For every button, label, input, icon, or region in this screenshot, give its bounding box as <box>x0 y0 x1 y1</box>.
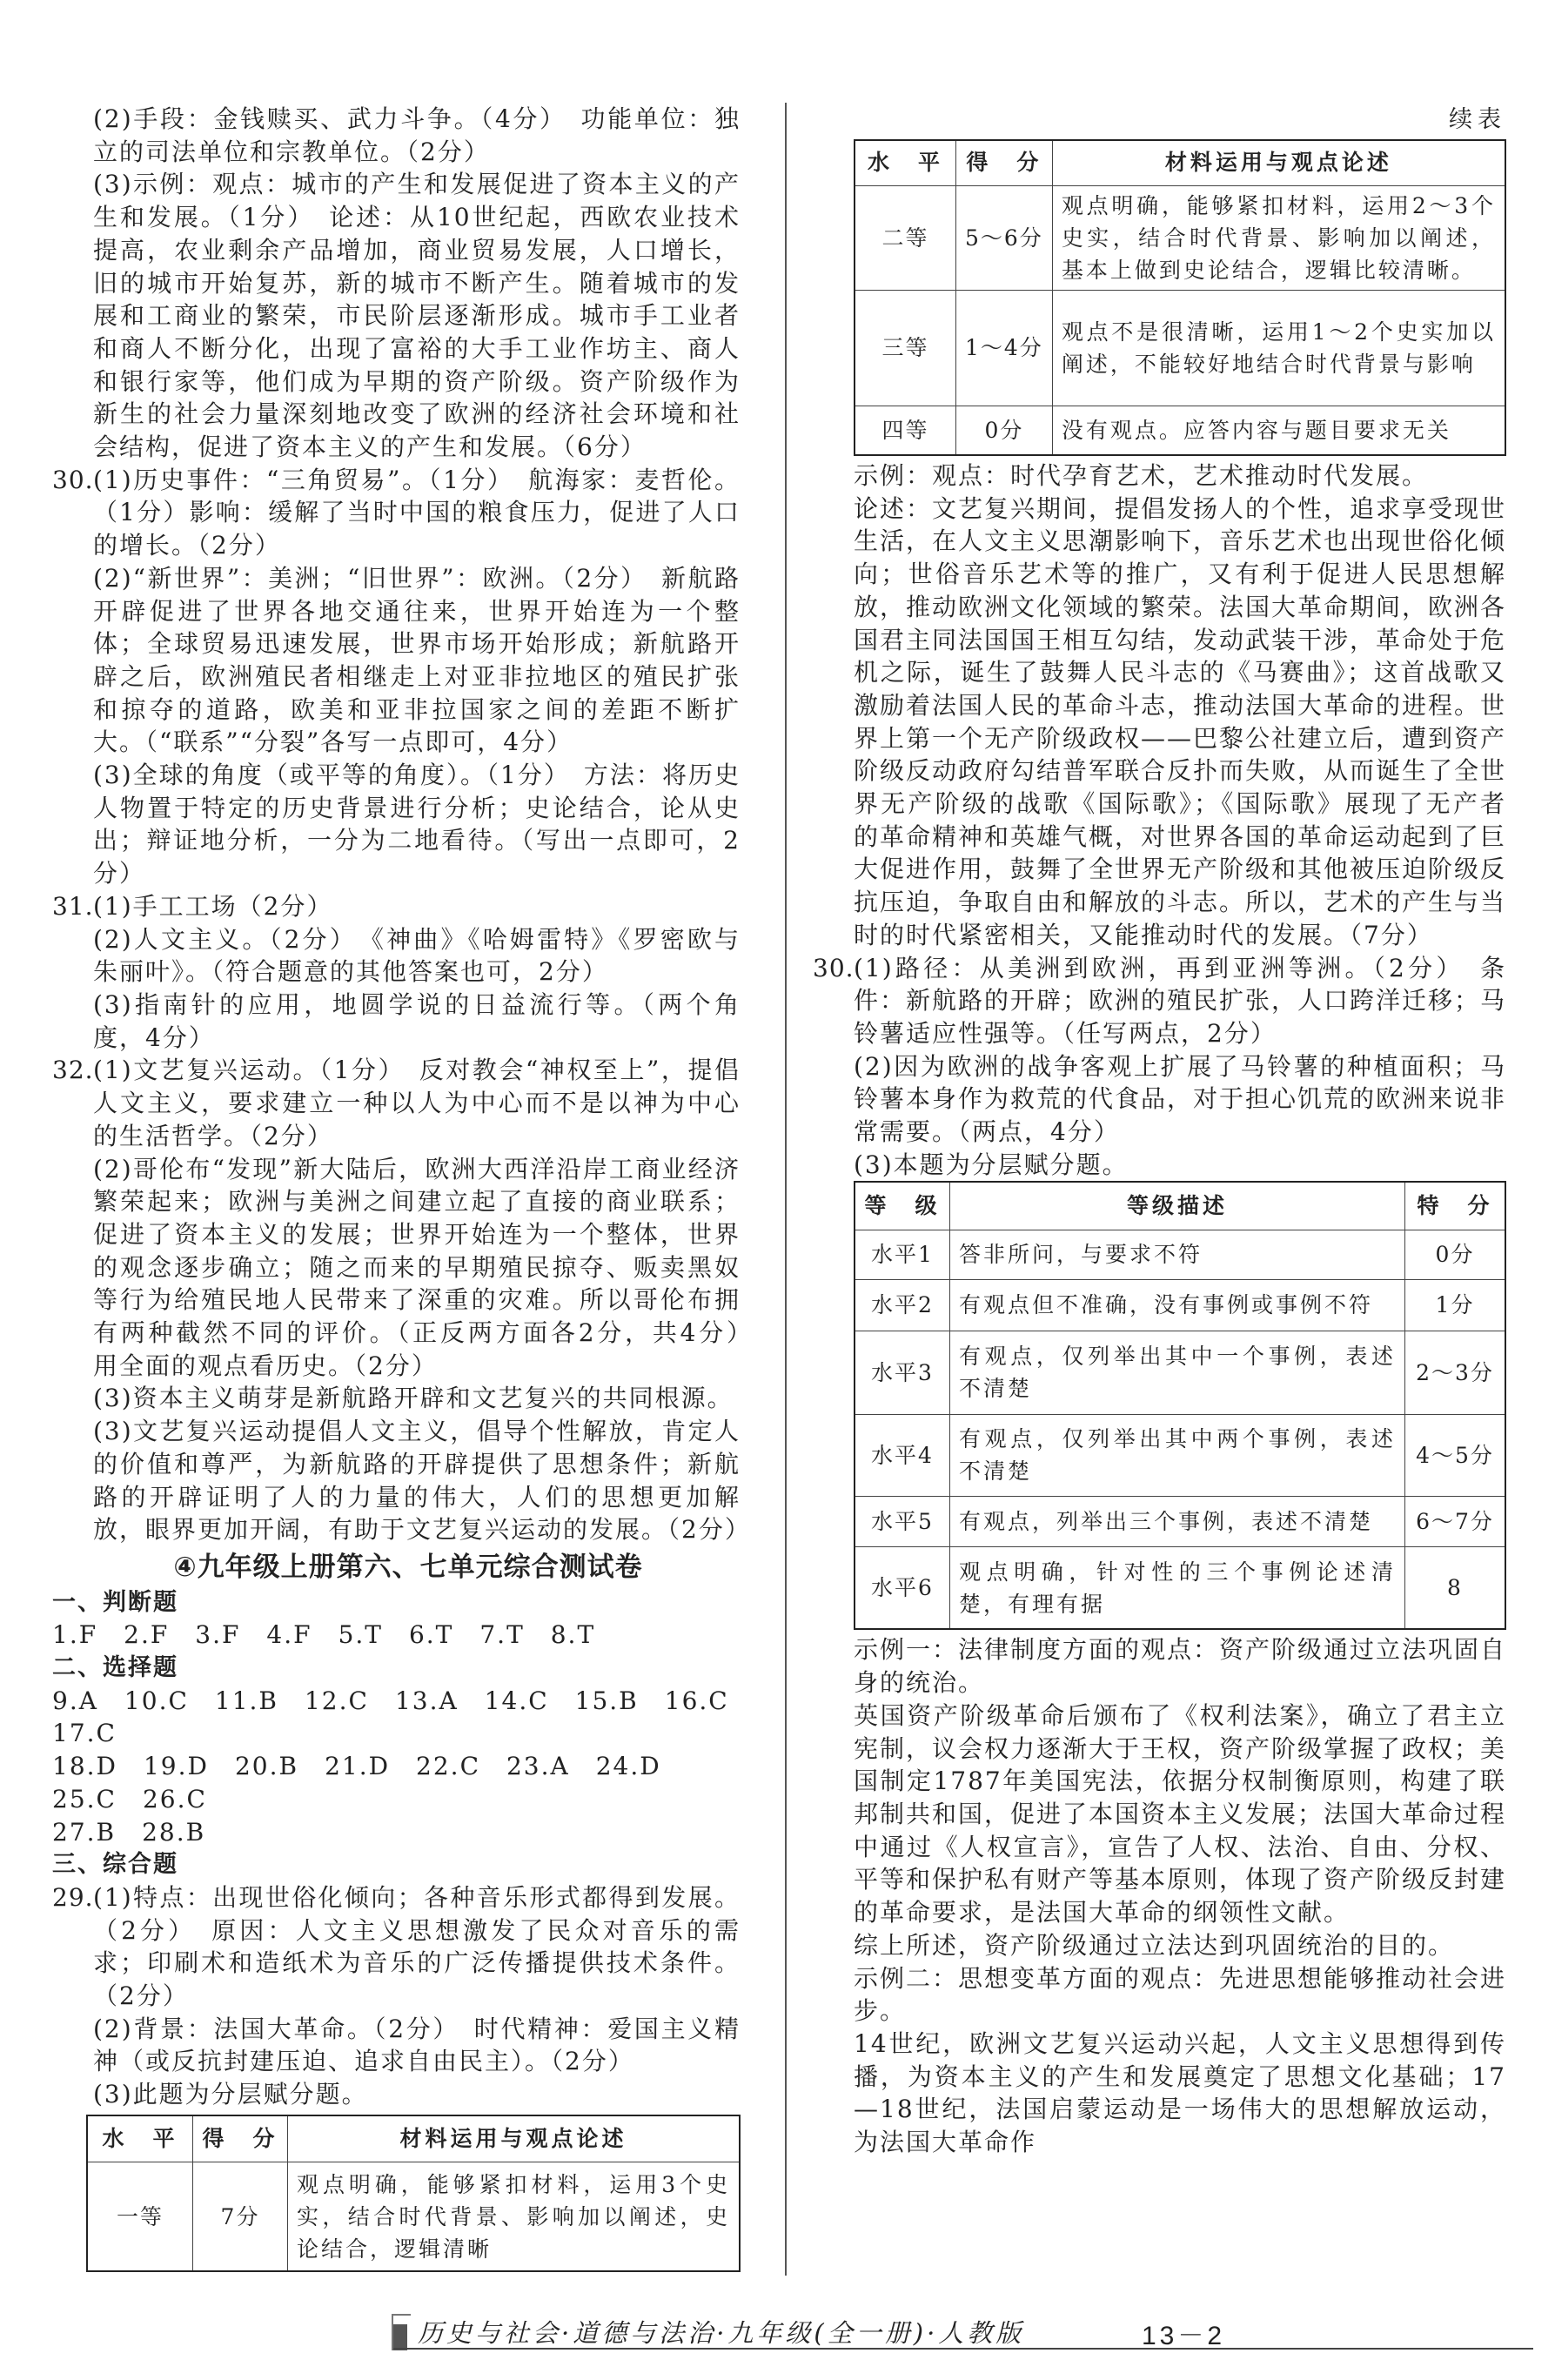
paragraph: (3)此题为分层赋分题。 <box>93 2080 368 2109</box>
table-cell: 二等 <box>855 185 956 290</box>
table-cell: 观点明确，能够紧扣材料，运用3个史实，结合时代背景、影响加以阐述，史论结合，逻辑清晰 <box>288 2162 741 2271</box>
section-heading: 一、判断题 <box>52 1588 178 1616</box>
table-cell: 8 <box>1405 1546 1506 1629</box>
paragraph: (3)资本主义萌芽是新航路开辟和文艺复兴的共同根源。 <box>93 1384 734 1413</box>
paragraph: (2)“新世界”：美洲；“旧世界”：欧洲。（2分） 新航路开辟促进了世界各地交通往来，世界开始连为一个整体；全球贸易迅速发展，世界市场开始形成；新航路开辟之后，欧洲殖民者相继走上对亚非拉地区的殖民扩张和掠夺的道路，欧美和亚非拉国家之间的差距不断扩大。（“联系”“分裂”各写一点即可，4分） <box>93 563 741 757</box>
table-cell: 水平1 <box>855 1230 950 1279</box>
table-cell: 答非所问，与要求不符 <box>950 1230 1405 1279</box>
scoring-table-left <box>86 2115 741 2272</box>
table-row <box>855 1546 1505 1629</box>
table-cell: 2～3分 <box>1405 1331 1506 1414</box>
table-cell: 水平2 <box>855 1279 950 1331</box>
paragraph: (3)示例：观点：城市的产生和发展促进了资本主义的产生和发展。（1分） 论述：从10世纪起，西欧农业技术提高，农业剩余产品增加，商业贸易发展，人口增长，旧的城市开始复苏，新的城市不断产生。随着城市的发展和工商业的繁荣，市民阶层逐渐形成。城市手工业者和商人不断分化，出现了富裕的大手工业作坊主、商人和银行家等，他们成为早期的资产阶级。资产阶级作为新生的社会力量深刻地改变了欧洲的经济社会环境和社会结构，促进了资本主义的产生和发展。（6分） <box>93 170 741 462</box>
question-number: 30. <box>813 953 855 982</box>
book-series-title: 历史与社会·道德与法治·九年级(全一册)·人教版 <box>418 2317 1025 2348</box>
table-cell: 观点明确，能够紧扣材料，运用2～3个史实，结合时代背景、影响加以阐述，基本上做到史论结合，逻辑比较清晰。 <box>1052 185 1505 290</box>
question-30 <box>813 952 1507 1050</box>
table-row <box>855 1331 1505 1414</box>
two-column-layout <box>0 103 1555 2276</box>
answer-line: 18.D 19.D 20.B 21.D 22.C 23.A 24.D 25.C 26.C <box>52 1752 687 1813</box>
answer-text: (1)文艺复兴运动。（1分） 反对教会“神权至上”，提倡人文主义，要求建立一种以人为中心而不是以神为中心的生活哲学。（2分） <box>93 1056 741 1150</box>
paragraph: (2)手段：金钱赎买、武力斗争。（4分） 功能单位：独立的司法单位和宗教单位。（2分） <box>93 104 741 166</box>
table-cell: 三等 <box>855 290 956 406</box>
answer-line: 9.A 10.C 11.B 12.C 13.A 14.C 15.B 16.C 17.C <box>52 1686 755 1748</box>
paragraph: 示例二：思想变革方面的观点：先进思想能够推动社会进步。 <box>854 1963 1507 2026</box>
level-scoring-table <box>854 1181 1506 1630</box>
table-row <box>855 185 1505 290</box>
question-number: 29. <box>52 1882 94 1912</box>
table-header: 等级描述 <box>950 1182 1405 1230</box>
table-row <box>855 1279 1505 1331</box>
table-row <box>855 406 1505 455</box>
table-cell: 一等 <box>87 2162 193 2271</box>
table-header: 得 分 <box>956 140 1053 185</box>
table-cell: 5～6分 <box>956 185 1053 290</box>
answer-text: (1)路径：从美洲到欧洲，再到亚洲等洲。（2分） 条件：新航路的开辟；欧洲的殖民扩张，人口跨洋迁移；马铃薯适应性强等。（任写两点，2分） <box>854 953 1507 1048</box>
table-cell: 水平6 <box>855 1546 950 1629</box>
answer-line: 27.B 28.B <box>52 1817 206 1847</box>
table-cell: 6～7分 <box>1405 1496 1506 1546</box>
continued-label: 续表 <box>1449 106 1506 133</box>
table-header: 特 分 <box>1405 1182 1506 1230</box>
paragraph: 论述：文艺复兴期间，提倡发扬人的个性，追求享受现世生活，在人文主义思潮影响下，音乐艺术也出现世俗化倾向；世俗音乐艺术等的推广，又有利于促进人民思想解放，推动欧洲文化领域的繁荣。法国大革命期间，欧洲各国君主同法国国王相互勾结，发动武装干涉，革命处于危机之际，诞生了鼓舞人民斗志的《马赛曲》；这首战歌又激励着法国人民的革命斗志，推动法国大革命的进程。世界上第一个无产阶级政权——巴黎公社建立后，遭到资产阶级反动政府勾结普军联合反扑而失败，从而诞生了全世界无产阶级的战歌《国际歌》；《国际歌》展现了无产者的革命精神和英雄气概，对世界各国的革命运动起到了巨大促进作用，鼓舞了全世界无产阶级和其他被压迫阶级反抗压迫，争取自由和解放的斗志。所以，艺术的产生与当时的时代紧密相关，又能推动时代的发展。（7分） <box>854 493 1507 949</box>
table-header: 水 平 <box>855 140 956 185</box>
page-footer <box>393 2310 1555 2363</box>
scoring-table-continued <box>854 139 1506 456</box>
paragraph: (2)因为欧洲的战争客观上扩展了马铃薯的种植面积；马铃薯本身作为救荒的代食品，对于担心饥荒的欧洲来说非常需要。（两点，4分） <box>854 1051 1507 1147</box>
paragraph: (2)人文主义。（2分） 《神曲》《哈姆雷特》《罗密欧与朱丽叶》。（符合题意的其他答案也可，2分） <box>93 924 741 987</box>
table-cell: 0分 <box>1405 1230 1506 1279</box>
paragraph: 英国资产阶级革命后颁布了《权利法案》，确立了君主立宪制，议会权力逐渐大于王权，资产阶级掌握了政权；美国制定1787年美国宪法，依据分权制衡原则，构建了联邦制共和国，促进了本国资本主义发展；法国大革命过程中通过《人权宣言》，宣告了人权、法治、自由、分权、平等和保护私有财产等基本原则，体现了资产阶级反封建的革命要求，是法国大革命的纲领性文献。 <box>854 1700 1507 1927</box>
table-header: 得 分 <box>193 2115 288 2162</box>
table-cell: 观点不是很清晰，运用1～2个史实加以阐述，不能较好地结合时代背景与影响 <box>1052 290 1505 406</box>
paragraph: 综上所述，资产阶级通过立法达到巩固统治的目的。 <box>854 1930 1455 1960</box>
paragraph: (2)哥伦布“发现”新大陆后，欧洲大西洋沿岸工商业经济繁荣起来；欧洲与美洲之间建立起了直接的商业联系；促进了资本主义的发展；世界开始连为一个整体，世界的观念逐步确立；随之而来的早期殖民掠夺、贩卖黑奴等行为给殖民地人民带来了深重的灾难。所以哥伦布拥有两种截然不同的评价。（正反两方面各2分，共4分） 用全面的观点看历史。（2分） <box>93 1154 767 1380</box>
table-header: 材料运用与观点论述 <box>288 2115 741 2162</box>
paragraph: 示例：观点：时代孕育艺术，艺术推动时代发展。 <box>854 461 1429 490</box>
table-header: 水 平 <box>87 2115 193 2162</box>
table-header: 材料运用与观点论述 <box>1052 140 1505 185</box>
table-cell: 有观点但不准确，没有事例或事例不符 <box>950 1279 1405 1331</box>
right-column <box>785 103 1506 2276</box>
question-number: 32. <box>52 1056 94 1085</box>
table-row <box>855 290 1505 406</box>
answer-text: (1)手工工场（2分） <box>93 891 333 921</box>
table-cell: 4～5分 <box>1405 1414 1506 1496</box>
left-column <box>52 103 767 2276</box>
table-cell: 1～4分 <box>956 290 1053 406</box>
answer-text: (1)特点：出现世俗化倾向；各种音乐形式都得到发展。（2分） 原因：人文主义思想激发了民众对音乐的需求；印刷术和造纸术为音乐的广泛传播提供技术条件。（2分） <box>93 1882 741 2011</box>
paragraph: (3)本题为分层赋分题。 <box>854 1150 1129 1179</box>
table-row <box>87 2162 740 2271</box>
section-title: ④九年级上册第六、七单元综合测试卷 <box>173 1551 643 1583</box>
question-number: 31. <box>52 891 94 921</box>
page-number: 13－2 <box>1142 2321 1226 2350</box>
table-cell: 7分 <box>193 2162 288 2271</box>
paragraph: (3)文艺复兴运动提倡人文主义，倡导个性解放，肯定人的价值和尊严，为新航路的开辟提供了思想条件；新航路的开辟证明了人的力量的伟大，人们的思想更加解放，眼界更加开阔，有助于文艺复兴运动的发展。（2分） <box>93 1417 751 1545</box>
answer-line: 1.F 2.F 3.F 4.F 5.T 6.T 7.T 8.T <box>52 1620 596 1650</box>
question-32 <box>52 1054 741 1152</box>
table-cell: 观点明确，针对性的三个事例论述清楚，有理有据 <box>950 1546 1405 1629</box>
table-cell: 有观点，仅列举出其中一个事例，表述不清楚 <box>950 1331 1405 1414</box>
section-heading: 二、选择题 <box>52 1654 178 1682</box>
table-cell: 有观点，仅列举出其中两个事例，表述不清楚 <box>950 1414 1405 1496</box>
black-square-icon <box>393 2324 407 2350</box>
table-cell: 水平5 <box>855 1496 950 1546</box>
paragraph: 示例一：法律制度方面的观点：资产阶级通过立法巩固自身的统治。 <box>854 1635 1507 1698</box>
table-header: 等 级 <box>855 1182 950 1230</box>
question-number: 30. <box>52 465 94 494</box>
table-row <box>855 1230 1505 1279</box>
table-cell: 水平3 <box>855 1331 950 1414</box>
table-cell: 没有观点。应答内容与题目要求无关 <box>1052 406 1505 455</box>
table-cell: 有观点，列举出三个事例，表述不清楚 <box>950 1496 1405 1546</box>
question-29 <box>52 1881 741 2013</box>
paragraph: (3)指南针的应用，地圆学说的日益流行等。（两个角度，4分） <box>93 989 741 1052</box>
paragraph: (2)背景：法国大革命。（2分） 时代精神：爱国主义精神（或反抗封建压迫、追求自由民主）。（2分） <box>93 2014 741 2076</box>
table-cell: 水平4 <box>855 1414 950 1496</box>
question-30 <box>52 464 741 562</box>
answer-text: (1)历史事件：“三角贸易”。（1分） 航海家：麦哲伦。（1分）影响：缓解了当时中国的粮食压力，促进了人口的增长。（2分） <box>93 465 741 560</box>
section-heading: 三、综合题 <box>52 1851 178 1879</box>
table-row <box>855 1414 1505 1496</box>
table-cell: 四等 <box>855 406 956 455</box>
table-cell: 1分 <box>1405 1279 1506 1331</box>
table-cell: 0分 <box>956 406 1053 455</box>
question-31 <box>52 890 741 923</box>
table-row <box>855 1496 1505 1546</box>
paragraph: 14世纪，欧洲文艺复兴运动兴起，人文主义思想得到传播，为资本主义的产生和发展奠定了思想文化基础；17—18世纪，法国启蒙运动是一场伟大的思想解放运动，为法国大革命作 <box>854 2028 1506 2157</box>
paragraph: (3)全球的角度（或平等的角度）。（1分） 方法：将历史人物置于特定的历史背景进行分析；史论结合，论从史出；辩证地分析，一分为二地看待。（写出一点即可，2分） <box>93 761 741 888</box>
